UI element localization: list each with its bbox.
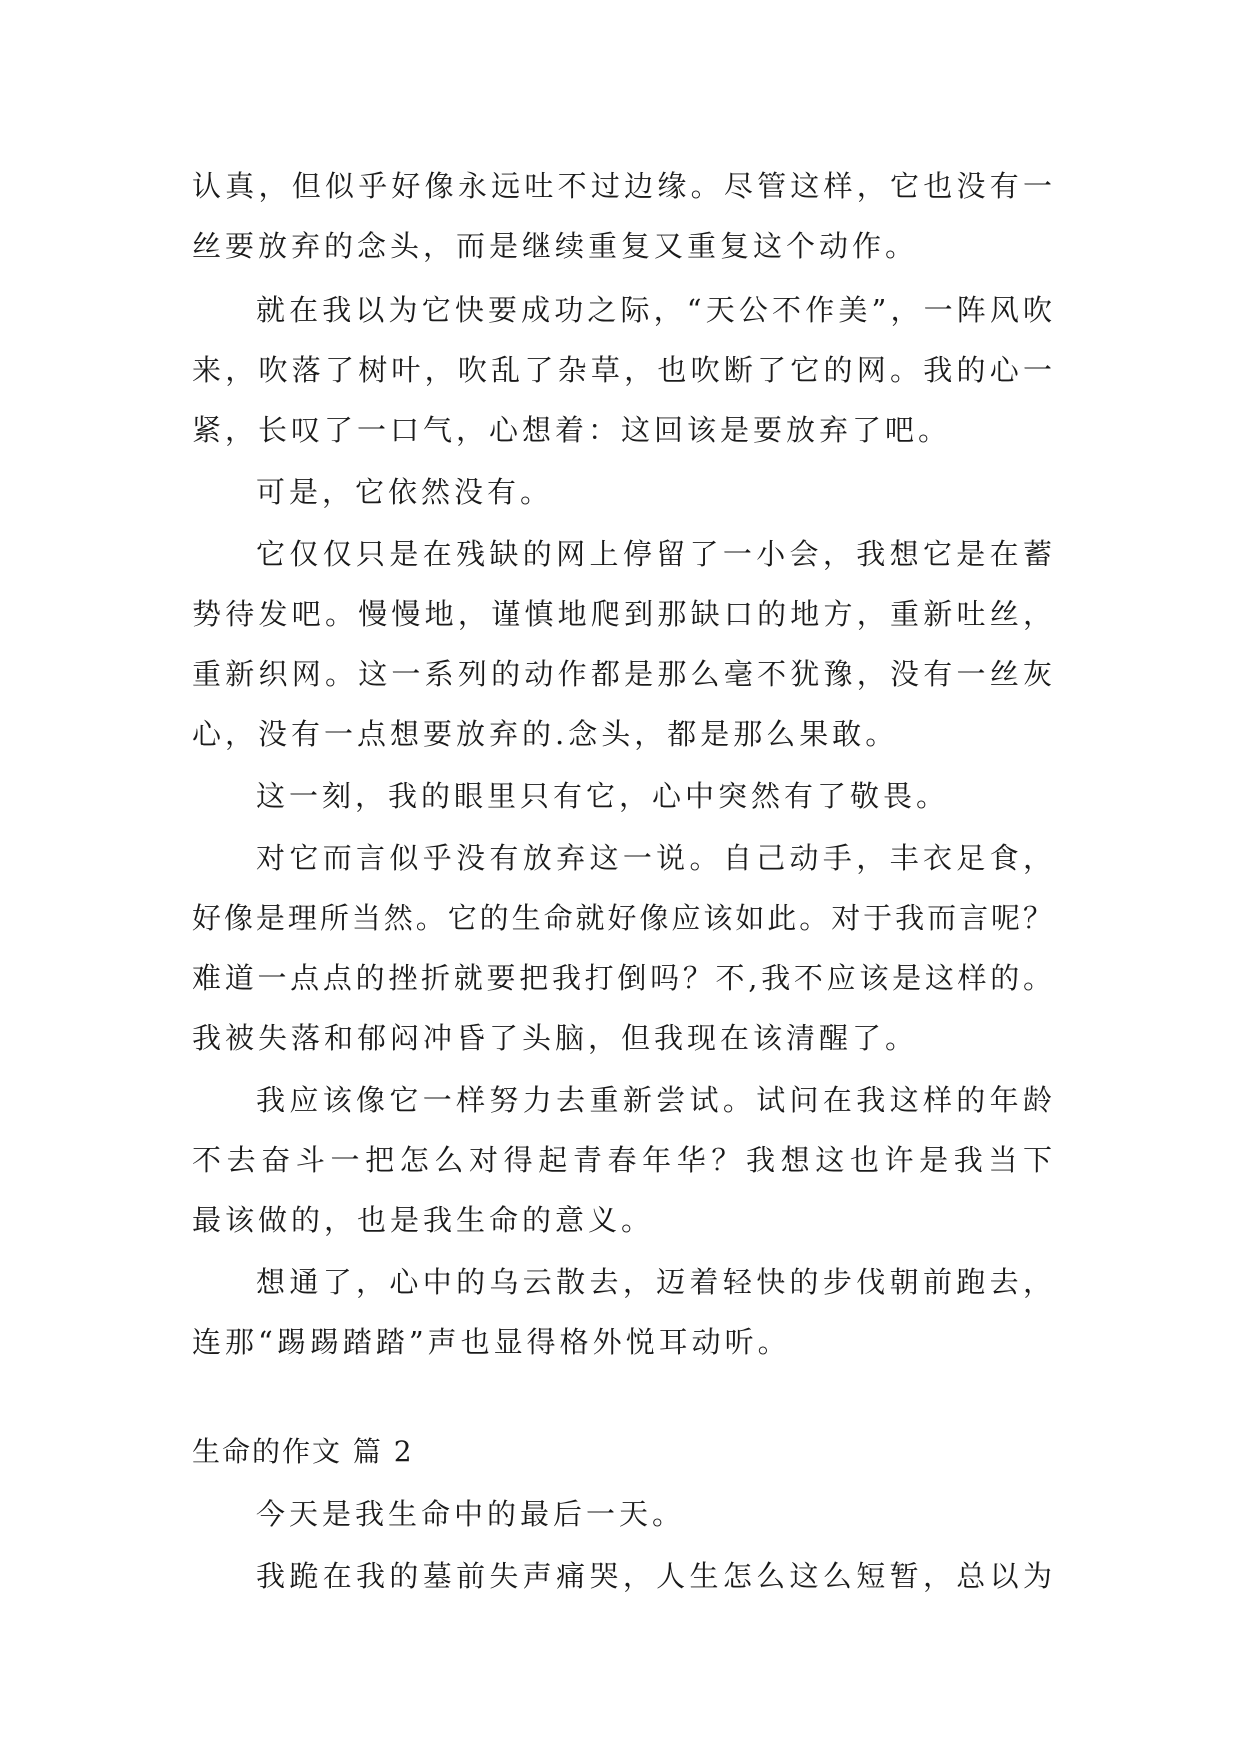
text-line: 连那“踢踢踏踏”声也显得格外悦耳动听。 (192, 1325, 791, 1359)
text-line: 最该做的，也是我生命的意义。 (192, 1203, 655, 1237)
text-line: 我被失落和郁闷冲昏了头脑，但我现在该清醒了。 (192, 1021, 919, 1055)
text-line: 重新织网。这一系列的动作都是那么毫不犹豫，没有一丝灰 (192, 657, 1052, 691)
section-heading: 生命的作文 篇 2 (192, 1435, 414, 1468)
text-line: 紧，长叹了一口气，心想着：这回该是要放弃了吧。 (192, 413, 952, 447)
text-line: 这一刻，我的眼里只有它，心中突然有了敬畏。 (256, 779, 950, 813)
text-line: 可是，它依然没有。 (256, 475, 554, 509)
text-line: 就在我以为它快要成功之际，“天公不作美”，一阵风吹 (256, 293, 1052, 327)
text-line: 认真，但似乎好像永远吐不过边缘。尽管这样，它也没有一 (192, 169, 1052, 203)
text-line: 势待发吧。慢慢地，谨慎地爬到那缺口的地方，重新吐丝， (192, 597, 1052, 631)
text-line: 不去奋斗一把怎么对得起青春年华？我想这也许是我当下 (192, 1143, 1052, 1177)
text-line: 我跪在我的墓前失声痛哭，人生怎么这么短暂，总以为 (256, 1559, 1052, 1593)
text-line: 想通了，心中的乌云散去，迈着轻快的步伐朝前跑去， (256, 1265, 1052, 1299)
text-line: 今天是我生命中的最后一天。 (256, 1497, 686, 1531)
text-line: 我应该像它一样努力去重新尝试。试问在我这样的年龄 (256, 1083, 1052, 1117)
text-line: 它仅仅只是在残缺的网上停留了一小会，我想它是在蓄 (256, 537, 1052, 571)
text-line: 来，吹落了树叶，吹乱了杂草，也吹断了它的网。我的心一 (192, 353, 1052, 387)
text-line: 难道一点点的挫折就要把我打倒吗？不,我不应该是这样的。 (192, 961, 1052, 995)
text-line: 对它而言似乎没有放弃这一说。自己动手，丰衣足食， (256, 841, 1052, 875)
text-line: 好像是理所当然。它的生命就好像应该如此。对于我而言呢？ (192, 901, 1052, 935)
text-line: 心，没有一点想要放弃的.念头，都是那么果敢。 (192, 717, 899, 751)
text-line: 丝要放弃的念头，而是继续重复又重复这个动作。 (192, 229, 919, 263)
